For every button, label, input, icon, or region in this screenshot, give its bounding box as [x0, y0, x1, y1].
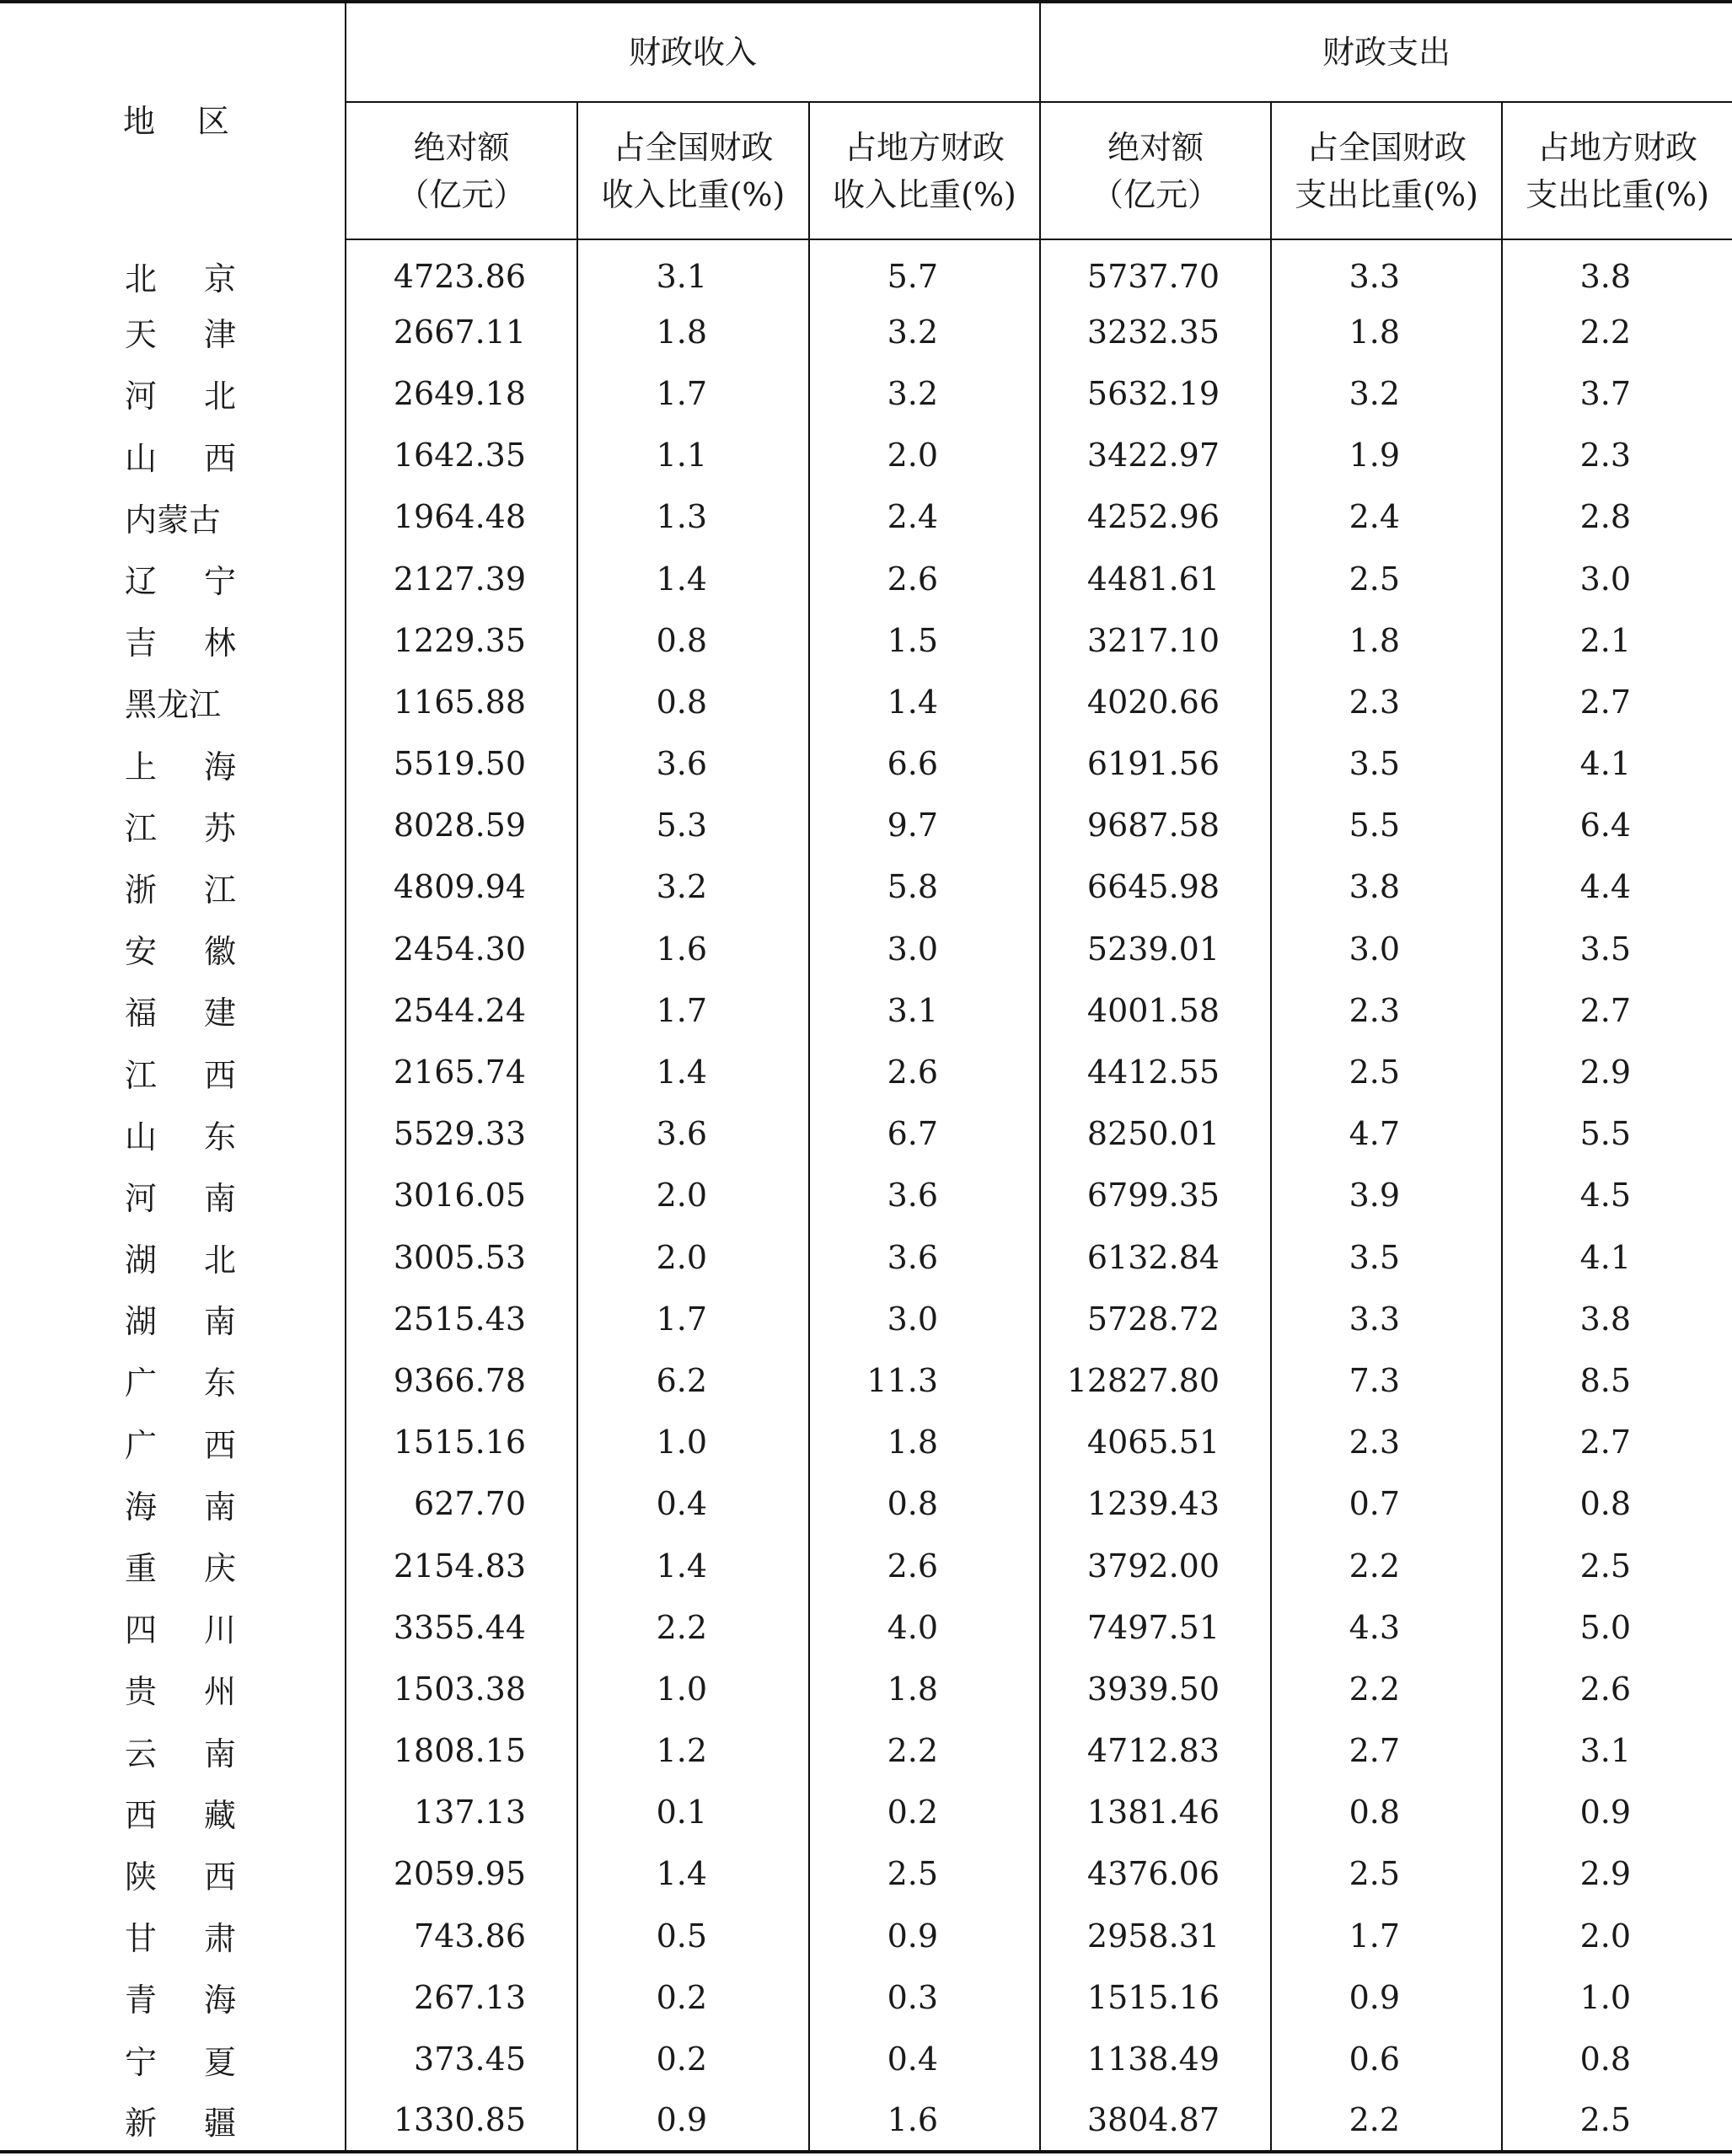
table-row	[0, 733, 1732, 795]
table-row	[0, 301, 1732, 362]
expenditure-absolute-cell: 6132.84	[1040, 1226, 1271, 1288]
revenue-national-share-cell: 2.2	[577, 1596, 809, 1658]
revenue-absolute-cell: 137.13	[346, 1782, 577, 1843]
region-cell: 黑龙江	[125, 686, 222, 724]
expenditure-national-share-header	[1271, 102, 1502, 239]
revenue-local-share-cell: 2.6	[809, 548, 1040, 609]
expenditure-national-share-cell: 3.8	[1271, 856, 1502, 918]
revenue-national-share-cell: 1.7	[577, 979, 809, 1041]
region-cell: 安徽	[125, 933, 284, 971]
header-line: 占地方财政	[845, 128, 1005, 166]
expenditure-local-share-cell: 3.8	[1502, 1288, 1732, 1349]
expenditure-local-share-cell: 2.7	[1502, 671, 1732, 732]
expenditure-local-share-cell: 0.9	[1502, 1782, 1732, 1843]
expenditure-national-share-cell: 3.3	[1271, 239, 1502, 301]
expenditure-local-share-cell: 5.0	[1502, 1596, 1732, 1658]
region-cell: 上海	[125, 748, 284, 786]
revenue-national-share-cell: 3.2	[577, 856, 809, 918]
header-line: 收入比重(%)	[601, 175, 786, 213]
expenditure-absolute-cell: 5737.70	[1040, 239, 1271, 301]
expenditure-national-share-cell: 1.8	[1271, 609, 1502, 671]
region-cell: 四川	[125, 1612, 284, 1649]
table-row	[0, 1535, 1732, 1596]
table-row	[0, 979, 1732, 1041]
region-cell: 福建	[125, 995, 284, 1032]
expenditure-national-share-cell: 2.5	[1271, 1843, 1502, 1905]
expenditure-national-share-cell: 2.4	[1271, 486, 1502, 548]
revenue-national-share-cell: 0.2	[577, 2028, 809, 2089]
revenue-national-share-cell: 2.0	[577, 1226, 809, 1288]
expenditure-absolute-cell: 3422.97	[1040, 425, 1271, 486]
revenue-local-share-cell: 3.6	[809, 1165, 1040, 1226]
region-cell: 宁夏	[125, 2043, 284, 2081]
revenue-national-share-cell: 3.1	[577, 239, 809, 301]
table-row	[0, 2028, 1732, 2089]
expenditure-local-share-cell: 3.7	[1502, 362, 1732, 424]
revenue-local-share-cell: 11.3	[809, 1349, 1040, 1411]
revenue-local-share-cell: 2.0	[809, 425, 1040, 486]
revenue-absolute-cell: 9366.78	[346, 1349, 577, 1411]
table-row	[0, 1473, 1732, 1535]
revenue-absolute-cell: 2667.11	[346, 301, 577, 362]
region-cell: 河北	[125, 378, 284, 416]
header-line: 支出比重(%)	[1526, 175, 1709, 213]
header-line: 绝对额	[413, 128, 510, 166]
revenue-absolute-cell: 3016.05	[346, 1165, 577, 1226]
expenditure-local-share-cell: 4.5	[1502, 1165, 1732, 1226]
revenue-absolute-cell: 2649.18	[346, 362, 577, 424]
expenditure-local-share-cell: 2.3	[1502, 425, 1732, 486]
expenditure-local-share-cell: 2.8	[1502, 486, 1732, 548]
expenditure-absolute-cell: 6191.56	[1040, 733, 1271, 795]
revenue-national-share-cell: 1.4	[577, 1843, 809, 1905]
revenue-absolute-cell: 4723.86	[346, 239, 577, 301]
revenue-local-share-cell: 5.8	[809, 856, 1040, 918]
expenditure-national-share-cell: 2.3	[1271, 671, 1502, 732]
expenditure-absolute-cell: 7497.51	[1040, 1596, 1271, 1658]
revenue-absolute-cell: 2154.83	[346, 1535, 577, 1596]
revenue-absolute-cell: 267.13	[346, 1966, 577, 2028]
region-cell: 广东	[125, 1365, 284, 1402]
revenue-national-share-cell: 1.1	[577, 425, 809, 486]
revenue-absolute-header	[346, 102, 577, 239]
revenue-local-share-cell: 2.6	[809, 1041, 1040, 1102]
table-row	[0, 1658, 1732, 1719]
expenditure-local-share-cell: 2.6	[1502, 1658, 1732, 1719]
revenue-local-share-cell: 3.0	[809, 918, 1040, 979]
expenditure-absolute-cell: 4481.61	[1040, 548, 1271, 609]
expenditure-absolute-cell: 4712.83	[1040, 1720, 1271, 1782]
revenue-local-share-cell: 0.8	[809, 1473, 1040, 1535]
table-row	[0, 1412, 1732, 1473]
header-line: 占全国财政	[1306, 128, 1467, 166]
expenditure-national-share-cell: 3.0	[1271, 918, 1502, 979]
revenue-absolute-cell: 1808.15	[346, 1720, 577, 1782]
expenditure-national-share-cell: 0.7	[1271, 1473, 1502, 1535]
revenue-absolute-cell: 2515.43	[346, 1288, 577, 1349]
expenditure-absolute-cell: 1138.49	[1040, 2028, 1271, 2089]
table-row	[0, 1843, 1732, 1905]
revenue-absolute-cell: 2544.24	[346, 979, 577, 1041]
revenue-absolute-cell: 5519.50	[346, 733, 577, 795]
expenditure-national-share-cell: 3.5	[1271, 733, 1502, 795]
region-cell: 广西	[125, 1426, 284, 1464]
region-cell: 陕西	[125, 1858, 284, 1896]
expenditure-absolute-cell: 1239.43	[1040, 1473, 1271, 1535]
region-cell: 西藏	[125, 1796, 284, 1834]
expenditure-national-share-cell: 2.5	[1271, 548, 1502, 609]
region-cell: 浙江	[125, 871, 284, 909]
revenue-local-share-cell: 1.8	[809, 1658, 1040, 1719]
revenue-local-share-cell: 3.0	[809, 1288, 1040, 1349]
expenditure-local-share-cell: 2.1	[1502, 609, 1732, 671]
revenue-national-share-cell: 0.4	[577, 1473, 809, 1535]
header-line: 绝对额	[1107, 128, 1204, 166]
revenue-absolute-cell: 1165.88	[346, 671, 577, 732]
expenditure-national-share-cell: 4.7	[1271, 1103, 1502, 1165]
revenue-local-share-cell: 3.6	[809, 1226, 1040, 1288]
region-cell: 北京	[125, 260, 284, 298]
header-line: 占全国财政	[613, 128, 774, 166]
revenue-absolute-cell: 1515.16	[346, 1412, 577, 1473]
revenue-local-share-cell: 6.6	[809, 733, 1040, 795]
expenditure-national-share-cell: 2.5	[1271, 1041, 1502, 1102]
expenditure-national-share-cell: 2.2	[1271, 2090, 1502, 2152]
header-line: （亿元）	[397, 175, 526, 213]
header-line: 收入比重(%)	[833, 175, 1016, 213]
revenue-national-share-cell: 1.7	[577, 1288, 809, 1349]
revenue-national-share-cell: 2.0	[577, 1165, 809, 1226]
expenditure-absolute-cell: 9687.58	[1040, 795, 1271, 856]
expenditure-local-share-cell: 2.9	[1502, 1041, 1732, 1102]
table-row	[0, 1596, 1732, 1658]
expenditure-national-share-cell: 7.3	[1271, 1349, 1502, 1411]
expenditure-national-share-cell: 0.6	[1271, 2028, 1502, 2089]
table-row	[0, 1720, 1732, 1782]
revenue-local-share-cell: 6.7	[809, 1103, 1040, 1165]
revenue-local-share-cell: 0.9	[809, 1905, 1040, 1966]
revenue-local-share-header	[809, 102, 1040, 239]
revenue-local-share-cell: 2.4	[809, 486, 1040, 548]
revenue-absolute-cell: 1964.48	[346, 486, 577, 548]
revenue-absolute-cell: 1330.85	[346, 2090, 577, 2152]
expenditure-absolute-cell: 1381.46	[1040, 1782, 1271, 1843]
expenditure-national-share-cell: 3.2	[1271, 362, 1502, 424]
header-line: 占地方财政	[1537, 128, 1698, 166]
table-row	[0, 856, 1732, 918]
expenditure-absolute-cell: 4065.51	[1040, 1412, 1271, 1473]
expenditure-national-share-cell: 5.5	[1271, 795, 1502, 856]
revenue-local-share-cell: 2.2	[809, 1720, 1040, 1782]
revenue-absolute-cell: 2165.74	[346, 1041, 577, 1102]
expenditure-national-share-cell: 2.2	[1271, 1658, 1502, 1719]
revenue-local-share-cell: 5.7	[809, 239, 1040, 301]
region-cell: 重庆	[125, 1550, 284, 1588]
revenue-national-share-cell: 6.2	[577, 1349, 809, 1411]
expenditure-local-share-cell: 2.9	[1502, 1843, 1732, 1905]
table-row	[0, 1103, 1732, 1165]
expenditure-national-share-cell: 2.7	[1271, 1720, 1502, 1782]
revenue-national-share-cell: 1.6	[577, 918, 809, 979]
revenue-absolute-cell: 2127.39	[346, 548, 577, 609]
expenditure-absolute-cell: 3939.50	[1040, 1658, 1271, 1719]
revenue-national-share-cell: 1.4	[577, 1535, 809, 1596]
revenue-national-share-cell: 3.6	[577, 1103, 809, 1165]
table-row	[0, 362, 1732, 424]
expenditure-national-share-cell: 1.9	[1271, 425, 1502, 486]
header-line: （亿元）	[1091, 175, 1220, 213]
revenue-absolute-cell: 2454.30	[346, 918, 577, 979]
revenue-local-share-cell: 3.2	[809, 301, 1040, 362]
header-line: 支出比重(%)	[1295, 175, 1478, 213]
expenditure-absolute-cell: 3232.35	[1040, 301, 1271, 362]
revenue-national-share-cell: 0.9	[577, 2090, 809, 2152]
expenditure-absolute-header	[1040, 102, 1271, 239]
expenditure-local-share-cell: 3.8	[1502, 239, 1732, 301]
revenue-absolute-cell: 2059.95	[346, 1843, 577, 1905]
table-body	[0, 239, 1732, 2152]
expenditure-absolute-cell: 5728.72	[1040, 1288, 1271, 1349]
expenditure-absolute-cell: 4376.06	[1040, 1843, 1271, 1905]
revenue-local-share-cell: 1.8	[809, 1412, 1040, 1473]
region-cell: 海南	[125, 1488, 284, 1526]
expenditure-local-share-cell: 2.5	[1502, 1535, 1732, 1596]
revenue-local-share-cell: 1.6	[809, 2090, 1040, 2152]
expenditure-local-share-cell: 3.1	[1502, 1720, 1732, 1782]
revenue-national-share-cell: 1.0	[577, 1658, 809, 1719]
expenditure-national-share-cell: 3.9	[1271, 1165, 1502, 1226]
revenue-absolute-cell: 743.86	[346, 1905, 577, 1966]
expenditure-absolute-cell: 6645.98	[1040, 856, 1271, 918]
revenue-national-share-cell: 0.1	[577, 1782, 809, 1843]
region-cell: 辽宁	[125, 563, 284, 601]
region-cell: 甘肃	[125, 1920, 284, 1958]
table-row	[0, 1349, 1732, 1411]
header-row-groups	[0, 2, 1732, 102]
expenditure-national-share-cell: 0.8	[1271, 1782, 1502, 1843]
revenue-local-share-cell: 0.4	[809, 2028, 1040, 2089]
revenue-local-share-cell: 1.4	[809, 671, 1040, 732]
revenue-local-share-cell: 0.2	[809, 1782, 1040, 1843]
table-row	[0, 239, 1732, 301]
region-cell: 山东	[125, 1118, 284, 1156]
revenue-absolute-cell: 5529.33	[346, 1103, 577, 1165]
revenue-absolute-cell: 1642.35	[346, 425, 577, 486]
expenditure-absolute-cell: 8250.01	[1040, 1103, 1271, 1165]
revenue-national-share-cell: 0.8	[577, 609, 809, 671]
revenue-absolute-cell: 8028.59	[346, 795, 577, 856]
table-row	[0, 1782, 1732, 1843]
region-cell: 新疆	[0, 2090, 346, 2152]
expenditure-absolute-cell: 5632.19	[1040, 362, 1271, 424]
revenue-national-share-cell: 1.4	[577, 548, 809, 609]
expenditure-local-share-cell: 6.4	[1502, 795, 1732, 856]
expenditure-local-share-cell: 4.4	[1502, 856, 1732, 918]
table-header	[0, 2, 1732, 239]
revenue-absolute-cell: 373.45	[346, 2028, 577, 2089]
table-row	[0, 1226, 1732, 1288]
table-row	[0, 2090, 1732, 2152]
expenditure-national-share-cell: 2.3	[1271, 1412, 1502, 1473]
expenditure-absolute-cell: 5239.01	[1040, 918, 1271, 979]
region-cell: 湖北	[125, 1242, 284, 1279]
revenue-group-header: 财政收入	[346, 2, 1040, 102]
region-cell: 天津	[125, 316, 284, 354]
expenditure-national-share-cell: 4.3	[1271, 1596, 1502, 1658]
expenditure-group-header: 财政支出	[1040, 2, 1732, 102]
region-cell: 湖南	[125, 1303, 284, 1341]
expenditure-local-share-cell: 1.0	[1502, 1966, 1732, 2028]
revenue-local-share-cell: 3.2	[809, 362, 1040, 424]
expenditure-local-share-cell: 3.0	[1502, 548, 1732, 609]
expenditure-national-share-cell: 2.2	[1271, 1535, 1502, 1596]
revenue-national-share-cell: 1.3	[577, 486, 809, 548]
expenditure-local-share-cell: 4.1	[1502, 733, 1732, 795]
expenditure-national-share-cell: 1.7	[1271, 1905, 1502, 1966]
expenditure-local-share-cell: 2.2	[1502, 301, 1732, 362]
revenue-national-share-cell: 0.8	[577, 671, 809, 732]
expenditure-local-share-cell: 4.1	[1502, 1226, 1732, 1288]
revenue-local-share-cell: 2.5	[809, 1843, 1040, 1905]
revenue-national-share-cell: 1.4	[577, 1041, 809, 1102]
expenditure-absolute-cell: 4001.58	[1040, 979, 1271, 1041]
expenditure-absolute-cell: 3792.00	[1040, 1535, 1271, 1596]
expenditure-absolute-cell: 6799.35	[1040, 1165, 1271, 1226]
revenue-local-share-cell: 0.3	[809, 1966, 1040, 2028]
table-row	[0, 795, 1732, 856]
revenue-national-share-cell: 5.3	[577, 795, 809, 856]
revenue-national-share-cell: 1.2	[577, 1720, 809, 1782]
table-row	[0, 425, 1732, 486]
table-row	[0, 671, 1732, 732]
table-row	[0, 1041, 1732, 1102]
revenue-local-share-cell: 2.6	[809, 1535, 1040, 1596]
revenue-absolute-cell: 3355.44	[346, 1596, 577, 1658]
region-cell: 江西	[125, 1056, 284, 1094]
expenditure-absolute-cell: 12827.80	[1040, 1349, 1271, 1411]
expenditure-national-share-cell: 1.8	[1271, 301, 1502, 362]
table-row	[0, 609, 1732, 671]
revenue-national-share-cell: 1.7	[577, 362, 809, 424]
region-cell: 内蒙古	[125, 501, 222, 539]
revenue-absolute-cell: 1229.35	[346, 609, 577, 671]
revenue-national-share-cell: 0.2	[577, 1966, 809, 2028]
expenditure-national-share-cell: 0.9	[1271, 1966, 1502, 2028]
expenditure-absolute-cell: 3804.87	[1040, 2090, 1271, 2152]
expenditure-local-share-cell: 0.8	[1502, 2028, 1732, 2089]
expenditure-national-share-cell: 2.3	[1271, 979, 1502, 1041]
expenditure-absolute-cell: 4020.66	[1040, 671, 1271, 732]
region-column-header: 地区	[0, 2, 346, 239]
table-row	[0, 1966, 1732, 2028]
table-row	[0, 486, 1732, 548]
table-row	[0, 548, 1732, 609]
revenue-national-share-header	[577, 102, 809, 239]
expenditure-absolute-cell: 4412.55	[1040, 1041, 1271, 1102]
revenue-national-share-cell: 3.6	[577, 733, 809, 795]
expenditure-local-share-cell: 8.5	[1502, 1349, 1732, 1411]
region-cell: 吉林	[125, 625, 284, 662]
revenue-absolute-cell: 627.70	[346, 1473, 577, 1535]
expenditure-absolute-cell: 3217.10	[1040, 609, 1271, 671]
expenditure-absolute-cell: 2958.31	[1040, 1905, 1271, 1966]
expenditure-local-share-cell: 2.5	[1502, 2090, 1732, 2152]
region-cell: 云南	[125, 1735, 284, 1773]
revenue-absolute-cell: 3005.53	[346, 1226, 577, 1288]
expenditure-local-share-header	[1502, 102, 1732, 239]
revenue-local-share-cell: 3.1	[809, 979, 1040, 1041]
revenue-national-share-cell: 0.5	[577, 1905, 809, 1966]
table-row	[0, 1288, 1732, 1349]
expenditure-local-share-cell: 0.8	[1502, 1473, 1732, 1535]
revenue-absolute-cell: 1503.38	[346, 1658, 577, 1719]
revenue-local-share-cell: 4.0	[809, 1596, 1040, 1658]
expenditure-local-share-cell: 5.5	[1502, 1103, 1732, 1165]
revenue-absolute-cell: 4809.94	[346, 856, 577, 918]
expenditure-local-share-cell: 2.0	[1502, 1905, 1732, 1966]
expenditure-absolute-cell: 1515.16	[1040, 1966, 1271, 2028]
expenditure-national-share-cell: 3.3	[1271, 1288, 1502, 1349]
region-cell: 贵州	[125, 1673, 284, 1711]
expenditure-local-share-cell: 3.5	[1502, 918, 1732, 979]
region-cell: 江苏	[125, 809, 284, 847]
region-cell: 青海	[125, 1982, 284, 2019]
table-row	[0, 1165, 1732, 1226]
expenditure-national-share-cell: 3.5	[1271, 1226, 1502, 1288]
region-cell: 河南	[125, 1179, 284, 1217]
table-row	[0, 918, 1732, 979]
expenditure-local-share-cell: 2.7	[1502, 1412, 1732, 1473]
expenditure-absolute-cell: 4252.96	[1040, 486, 1271, 548]
revenue-national-share-cell: 1.0	[577, 1412, 809, 1473]
table-row	[0, 1905, 1732, 1966]
region-cell: 山西	[125, 439, 284, 477]
revenue-local-share-cell: 9.7	[809, 795, 1040, 856]
revenue-local-share-cell: 1.5	[809, 609, 1040, 671]
expenditure-local-share-cell: 2.7	[1502, 979, 1732, 1041]
revenue-national-share-cell: 1.8	[577, 301, 809, 362]
